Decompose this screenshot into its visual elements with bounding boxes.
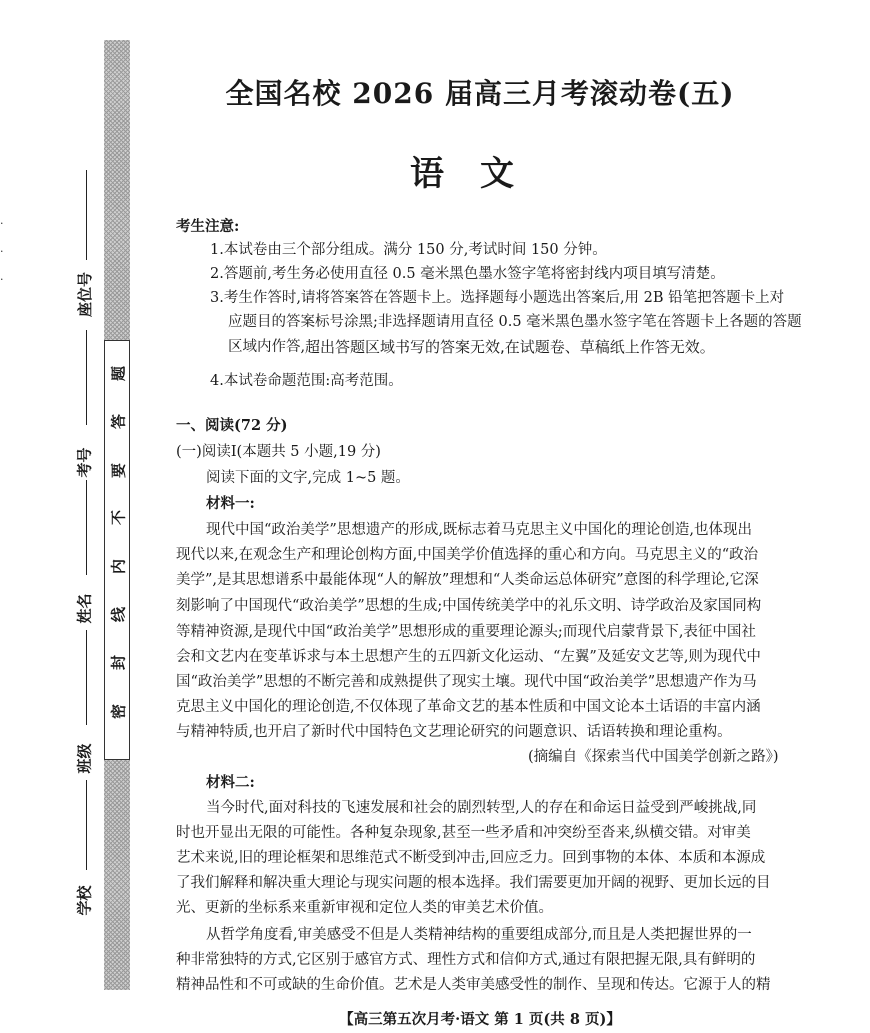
material-1-line: 等精神资源,是现代中国“政治美学”思想形成的重要理论源头;而现代启蒙背景下,表征中国社 — [176, 624, 756, 640]
instruction: 阅读下面的文字,完成 1~5 题。 — [206, 470, 410, 486]
seal-char: 密 — [109, 704, 128, 720]
field-label-name: 姓名 — [75, 593, 94, 624]
edge-mark: · — [0, 273, 4, 286]
notice-item: 3.考生作答时,请将答案答在答题卡上。选择题每小题选出答案后,用 2B 铅笔把答题卡上对 — [210, 290, 785, 306]
material-1-line: 与精神特质,也开启了新时代中国特色文艺理论研究的问题意识、话语转换和理论重构。 — [176, 724, 732, 740]
material-1-line: 现代以来,在观念生产和理论创构方面,中国美学价值选择的重心和方向。马克思主义的“政治 — [176, 547, 759, 563]
field-label-class: 班级 — [75, 743, 94, 774]
edge-mark: · — [0, 217, 4, 230]
edge-mark: · — [0, 245, 4, 258]
material-2-line: 了我们解释和解决重大理论与现实问题的根本选择。我们需要更加开阔的视野、更加长远的目 — [176, 875, 771, 891]
binding-hatch-bottom — [104, 760, 130, 990]
material-1-line: 国“政治美学”思想的不断完善和成熟提供了现实土壤。现代中国“政治美学”思想遗产作为马 — [176, 674, 757, 690]
material-1-line: 克思主义中国化的理论创造,不仅体现了革命文艺的基本性质和中国文论本土话语的丰富内涵 — [176, 699, 761, 715]
material-1-label: 材料一: — [206, 495, 255, 512]
material-2-line: 精神品性和不可或缺的生命价值。艺术是人类审美感受性的制作、呈现和传达。它源于人的精 — [176, 977, 771, 993]
field-line-name[interactable] — [86, 480, 87, 575]
seal-char: 不 — [109, 510, 128, 526]
page-footer: 【高三第五次月考·语文 第 1 页(共 8 页)】 — [339, 1011, 621, 1028]
material-1-line: 美学”,是其思想谱系中最能体现“人的解放”理想和“人类命运总体研究”意图的科学理论,它深 — [176, 572, 759, 588]
field-line-class[interactable] — [86, 630, 87, 725]
material-2-line: 种非常独特的方式,它区别于感官方式、理性方式和信仰方式,通过有限把握无限,具有鲜明的 — [176, 952, 756, 968]
page-edge-marks — [0, 210, 8, 294]
section-heading: 一、阅读(72 分) — [176, 417, 288, 434]
material-1-line: 刻影响了中国现代“政治美学”思想的生成;中国传统美学中的礼乐文明、诗学政治及家国同构 — [176, 598, 762, 614]
material-2-line: 从哲学角度看,审美感受不但是人类精神结构的重要组成部分,而且是人类把握世界的一 — [206, 927, 752, 943]
material-2-line: 当今时代,面对科技的飞速发展和社会的剧烈转型,人的存在和命运日益受到严峻挑战,同 — [206, 800, 757, 816]
seal-char: 线 — [109, 607, 128, 623]
notice-item: 应题目的答案标号涂黑;非选择题请用直径 0.5 毫米黑色墨水签字笔在答题卡上各题的答题 — [228, 314, 802, 330]
notice-item: 区域内作答, — [228, 339, 306, 355]
material-2-line: 时也开显出无限的可能性。各种复杂现象,甚至一些矛盾和冲突纷至沓来,纵横交错。对审美 — [176, 825, 751, 841]
field-label-seat: 座位号 — [76, 271, 95, 318]
material-1-source: (摘编自《探索当代中国美学创新之路》) — [528, 749, 779, 765]
notice-heading: 考生注意: — [176, 218, 240, 235]
notice-item: 4.本试卷命题范围:高考范围。 — [210, 373, 403, 389]
seal-char: 题 — [109, 366, 128, 382]
field-line-school[interactable] — [86, 780, 87, 870]
subject-title: 语文 — [410, 154, 550, 194]
material-2-line: 艺术来说,旧的理论框架和思维范式不断受到冲击,回应乏力。回到事物的本体、本质和本源成 — [176, 850, 766, 866]
notice-item: 1.本试卷由三个部分组成。满分 150 分,考试时间 150 分钟。 — [210, 242, 607, 258]
seal-line-box — [104, 340, 130, 760]
seal-char: 答 — [109, 414, 128, 430]
seal-char: 要 — [109, 463, 128, 479]
field-label-school: 学校 — [75, 885, 94, 916]
subsection-heading: (一)阅读Ⅰ(本题共 5 小题,19 分) — [176, 444, 381, 460]
field-label-exam-number: 考号 — [75, 447, 94, 478]
material-2-line: 光、更新的坐标系来重新审视和定位人类的审美艺术价值。 — [176, 900, 553, 916]
seal-char: 封 — [109, 655, 128, 671]
material-1-line: 现代中国“政治美学”思想遗产的形成,既标志着马克思主义中国化的理论创造,也体现出 — [206, 522, 753, 538]
field-line-exam-number[interactable] — [86, 330, 87, 425]
seal-char: 内 — [109, 559, 128, 575]
notice-item: 2.答题前,考生务必使用直径 0.5 毫米黑色墨水签字笔将密封线内项目填写清楚。 — [210, 266, 725, 282]
material-2-label: 材料二: — [206, 774, 255, 791]
notice-warning: 超出答题区域书写的答案无效,在试题卷、草稿纸上作答无效。 — [305, 338, 715, 356]
material-1-line: 会和文艺内在变革诉求与本土思想产生的五四新文化运动、“左翼”及延安文艺等,则为现代中 — [176, 649, 761, 665]
exam-title: 全国名校 2026 届高三月考滚动卷(五) — [225, 77, 735, 110]
